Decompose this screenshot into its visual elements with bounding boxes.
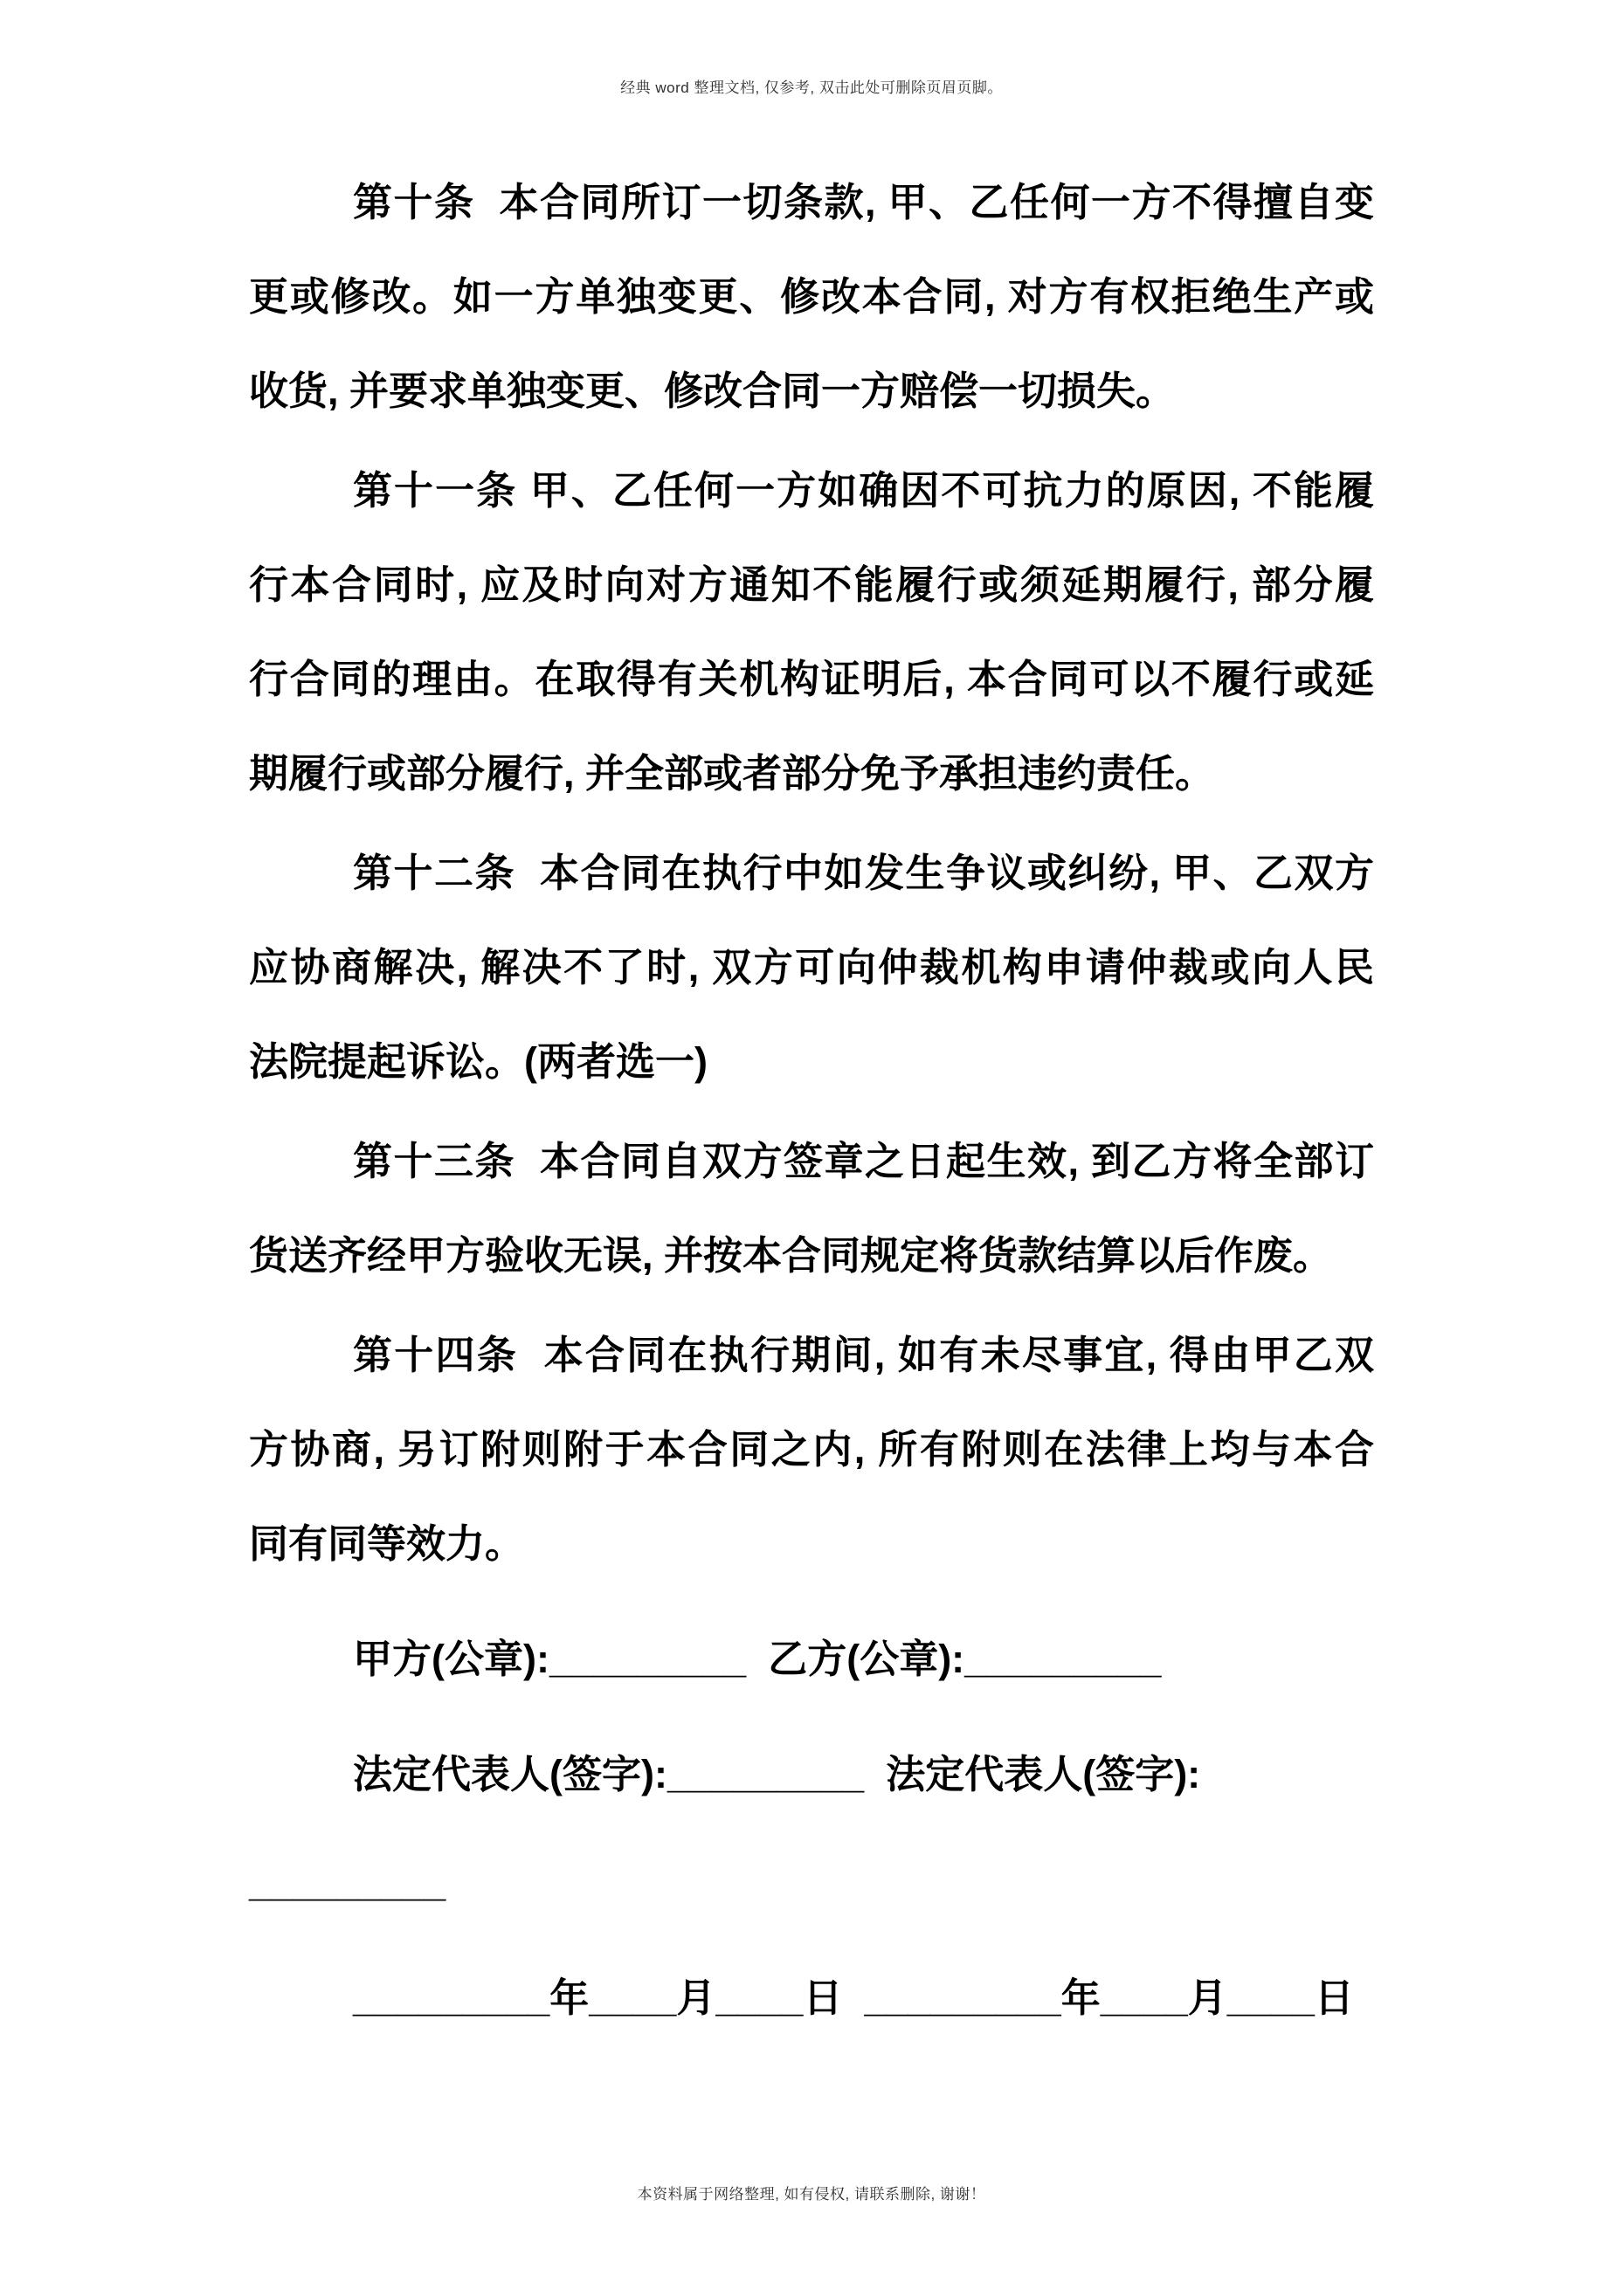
text-line: 第十条 本合同所订一切条款, 甲、乙任何一方不得擅自变 — [353, 180, 1374, 224]
text-line: 收货, 并要求单独变更、修改合同一方赔偿一切损失。 — [249, 369, 1176, 413]
signature-representative-line — [249, 1727, 1374, 1822]
text-line: 法院提起诉讼。(两者选一) — [249, 1039, 708, 1084]
text-line: 行合同的理由。在取得有关机构证明后, 本合同可以不履行或延 — [249, 657, 1374, 701]
contract-body — [249, 155, 1374, 2051]
text-line: 法定代表人(签字):_________ 法定代表人(签字): — [353, 1752, 1201, 1796]
clause-10 — [249, 155, 1374, 438]
text-line: 第十一条 甲、乙任何一方如确因不可抗力的原因, 不能履 — [353, 468, 1374, 513]
text-line: 同有同等效力。 — [249, 1521, 525, 1566]
page-footer-note: 本资料属于网络整理, 如有侵权, 请联系删除, 谢谢！ — [637, 2186, 986, 2203]
clause-11 — [249, 444, 1374, 821]
clause-12 — [249, 826, 1374, 1109]
text-line: 甲方(公章):_________ 乙方(公章):_________ — [353, 1637, 1162, 1681]
text-line: 更或修改。如一方单独变更、修改本合同, 对方有权拒绝生产或 — [249, 274, 1374, 319]
text-line: 应协商解决, 解决不了时, 双方可向仲裁机构申请仲裁或向人民 — [249, 945, 1374, 989]
text-line: 期履行或部分履行, 并全部或者部分免予承担违约责任。 — [249, 751, 1215, 796]
text-line: 方协商, 另订附则附于本合同之内, 所有附则在法律上均与本合 — [249, 1427, 1374, 1472]
text-line: 第十四条 本合同在执行期间, 如有未尽事宜, 得由甲乙双 — [353, 1333, 1374, 1377]
date-line — [249, 1951, 1374, 2045]
signature-seal-line — [249, 1612, 1374, 1706]
text-line: 货送齐经甲方验收无误, 并按本合同规定将货款结算以后作废。 — [249, 1233, 1333, 1278]
page-header-note: 经典 word 整理文档, 仅参考, 双击此处可删除页眉页脚。 — [620, 79, 1003, 96]
text-line: 行本合同时, 应及时向对方通知不能履行或须延期履行, 部分履 — [249, 562, 1374, 607]
clause-14 — [249, 1308, 1374, 1591]
clause-13 — [249, 1114, 1374, 1303]
text-line: _________年____月____日 _________年____月____日 — [353, 1975, 1354, 2020]
text-line: 第十二条 本合同在执行中如发生争议或纠纷, 甲、乙双方 — [353, 851, 1374, 895]
signature-representative-continuation — [249, 1836, 1374, 1930]
text-line: 第十三条 本合同自双方签章之日起生效, 到乙方将全部订 — [353, 1139, 1374, 1183]
text-line: _________ — [249, 1860, 446, 1905]
